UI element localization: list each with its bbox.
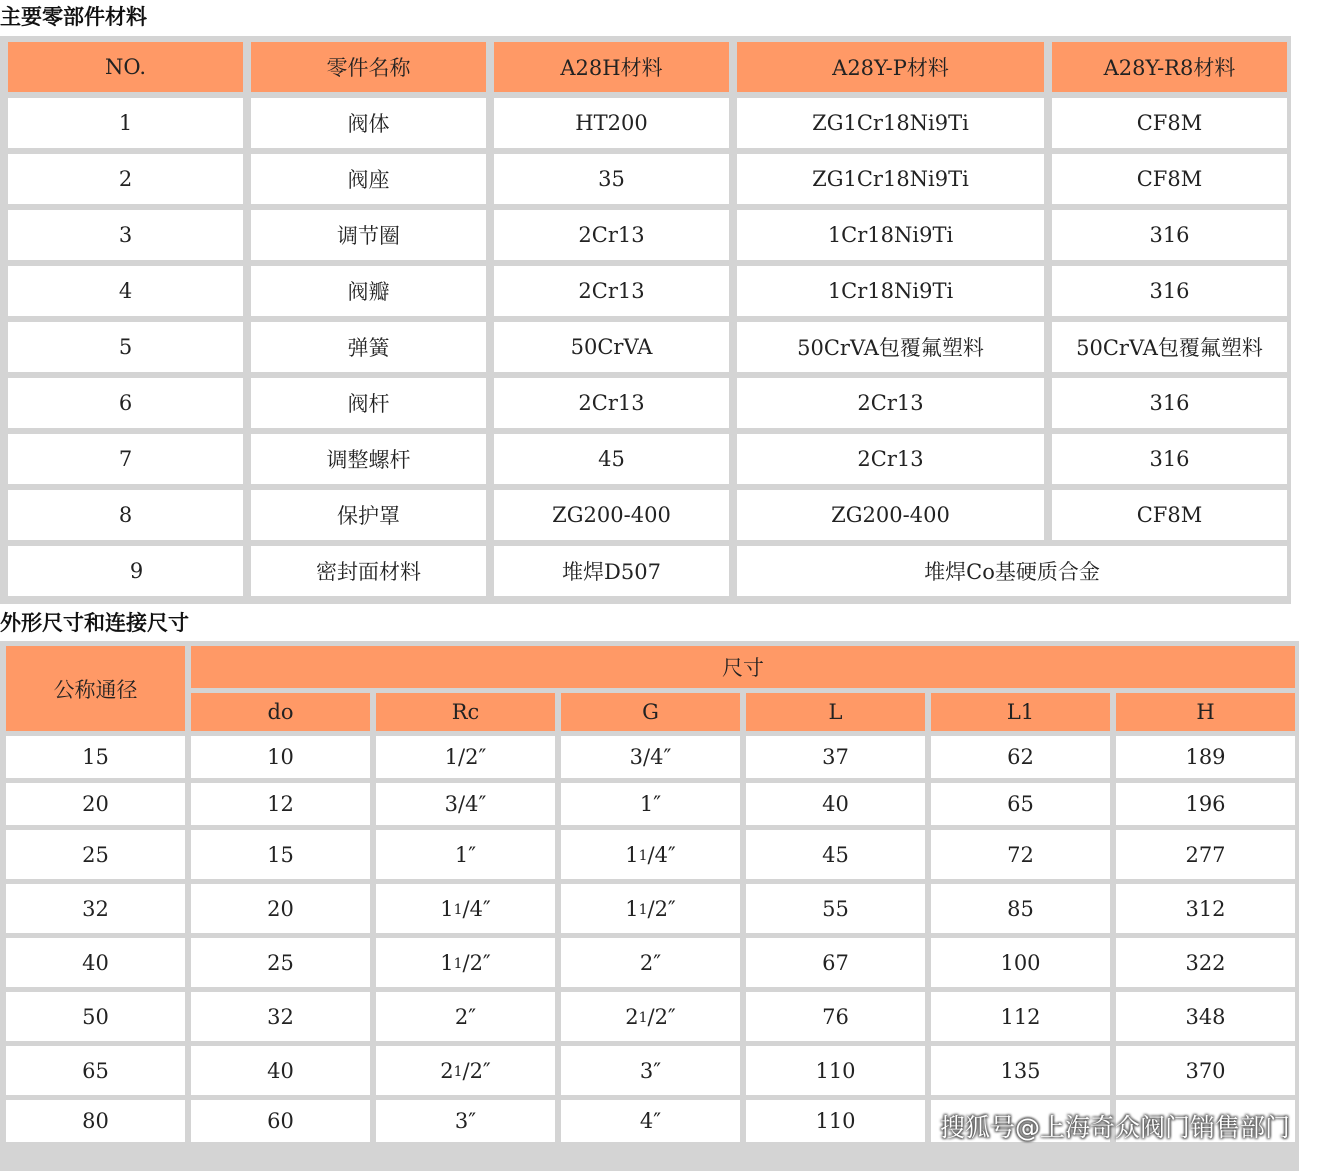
- section-title-materials: 主要零部件材料: [0, 5, 147, 29]
- cell-a28y-r8: 316: [1052, 434, 1287, 484]
- cell-do: 32: [191, 992, 370, 1041]
- fraction-denominator: /2″: [647, 896, 676, 921]
- table-row: [6, 1046, 1295, 1095]
- cell-a28h: 50CrVA: [494, 322, 729, 372]
- cell-a28h: HT200: [494, 98, 729, 148]
- cell-l1: 72: [931, 830, 1110, 879]
- cell-part-name: 调节圈: [251, 210, 486, 260]
- cell-l1: 135: [931, 1046, 1110, 1095]
- cell-dn: 40: [6, 938, 185, 987]
- header-a28h-material: A28H材料: [494, 42, 729, 92]
- cell-g: 3″: [561, 1046, 740, 1095]
- cell-do: 10: [191, 736, 370, 778]
- section-title-dimensions: 外形尺寸和连接尺寸: [0, 611, 189, 635]
- table-row: [8, 210, 1287, 260]
- cell-h: 370: [1116, 1046, 1295, 1095]
- cell-l: 110: [746, 1046, 925, 1095]
- cell-g: 3/4″: [561, 736, 740, 778]
- cell-part-name: 阀体: [251, 98, 486, 148]
- cell-a28h: 2Cr13: [494, 378, 729, 428]
- cell-a28h: 35: [494, 154, 729, 204]
- header-l1: L1: [931, 693, 1110, 731]
- cell-do: 40: [191, 1046, 370, 1095]
- cell-no: 8: [8, 490, 243, 540]
- table-row: [6, 736, 1295, 778]
- cell-a28y-p: ZG200-400: [737, 490, 1044, 540]
- dimensions-table: [0, 641, 1301, 1147]
- cell-merged-material: 堆焊Co基硬质合金: [737, 546, 1287, 596]
- cell-a28y-r8: CF8M: [1052, 98, 1287, 148]
- cell-part-name: 密封面材料: [251, 546, 486, 596]
- cell-l: 40: [746, 783, 925, 825]
- table-row: [8, 490, 1287, 540]
- cell-h: 348: [1116, 992, 1295, 1041]
- header-g: G: [561, 693, 740, 731]
- cell-a28y-r8: 316: [1052, 378, 1287, 428]
- cell-no: 1: [8, 98, 243, 148]
- cell-rc: 1″: [376, 830, 555, 879]
- cell-a28y-p: 1Cr18Ni9Ti: [737, 266, 1044, 316]
- cell-a28h: ZG200-400: [494, 490, 729, 540]
- fraction-numerator: 1: [638, 1009, 648, 1026]
- cell-do: 60: [191, 1100, 370, 1142]
- header-rc: Rc: [376, 693, 555, 731]
- header-a28y-p-material: A28Y-P材料: [737, 42, 1044, 92]
- fraction-numerator: 1: [638, 901, 648, 918]
- cell-g: [561, 992, 740, 1041]
- cell-dn: 32: [6, 884, 185, 933]
- table-row: [6, 884, 1295, 933]
- cell-l1: 112: [931, 992, 1110, 1041]
- table-row: [6, 830, 1295, 879]
- cell-part-name: 阀杆: [251, 378, 486, 428]
- fraction-denominator: /2″: [462, 950, 491, 975]
- table-row: [8, 266, 1287, 316]
- table-header-row: [6, 646, 1295, 688]
- fraction-denominator: /2″: [647, 1004, 676, 1029]
- table-row: [6, 938, 1295, 987]
- cell-rc: 2″: [376, 992, 555, 1041]
- cell-do: 15: [191, 830, 370, 879]
- table-row: [8, 154, 1287, 204]
- fraction-numerator: 1: [453, 955, 463, 972]
- header-no: NO.: [8, 42, 243, 92]
- table-row: [8, 378, 1287, 428]
- cell-h: 312: [1116, 884, 1295, 933]
- cell-g: 4″: [561, 1100, 740, 1142]
- fraction-numerator: 1: [453, 901, 463, 918]
- fraction-denominator: /2″: [462, 1058, 491, 1083]
- cell-a28y-r8: 316: [1052, 266, 1287, 316]
- watermark-text: 搜狐号@上海奇众阀门销售部门: [939, 1113, 1290, 1142]
- cell-dn: 80: [6, 1100, 185, 1142]
- cell-no: 9: [8, 546, 243, 596]
- cell-rc: 3/4″: [376, 783, 555, 825]
- header-part-name: 零件名称: [251, 42, 486, 92]
- cell-do: 20: [191, 884, 370, 933]
- cell-l1: 100: [931, 938, 1110, 987]
- cell-dn: 25: [6, 830, 185, 879]
- fraction-whole: 1: [625, 896, 639, 921]
- cell-l: 67: [746, 938, 925, 987]
- fraction-numerator: 1: [638, 847, 648, 864]
- cell-h: 322: [1116, 938, 1295, 987]
- cell-no: 2: [8, 154, 243, 204]
- cell-part-name: 调整螺杆: [251, 434, 486, 484]
- table-row: [8, 322, 1287, 372]
- header-h: H: [1116, 693, 1295, 731]
- materials-table-container: [0, 36, 1291, 604]
- dimensions-table-container: [0, 641, 1299, 1171]
- fraction-whole: 2: [625, 1004, 639, 1029]
- cell-a28y-r8: 50CrVA包覆氟塑料: [1052, 322, 1287, 372]
- fraction-whole: 1: [625, 842, 639, 867]
- header-dimensions-group: 尺寸: [191, 646, 1295, 688]
- table-row: [8, 546, 1287, 596]
- cell-dn: 20: [6, 783, 185, 825]
- table-subheader-row: [6, 693, 1295, 731]
- cell-no: 3: [8, 210, 243, 260]
- cell-g: [561, 884, 740, 933]
- cell-part-name: 弹簧: [251, 322, 486, 372]
- cell-a28h: 45: [494, 434, 729, 484]
- table-row: [8, 434, 1287, 484]
- table-row: [6, 992, 1295, 1041]
- cell-dn: 15: [6, 736, 185, 778]
- cell-dn: 50: [6, 992, 185, 1041]
- cell-a28h: 2Cr13: [494, 266, 729, 316]
- cell-no: 6: [8, 378, 243, 428]
- cell-l: 76: [746, 992, 925, 1041]
- fraction-whole: 1: [440, 896, 454, 921]
- cell-rc: [376, 1046, 555, 1095]
- cell-l1: 85: [931, 884, 1110, 933]
- fraction-numerator: 1: [453, 1063, 463, 1080]
- header-do: do: [191, 693, 370, 731]
- fraction-denominator: /4″: [462, 896, 491, 921]
- cell-l1: 62: [931, 736, 1110, 778]
- cell-a28h: 堆焊D507: [494, 546, 729, 596]
- cell-a28y-r8: 316: [1052, 210, 1287, 260]
- table-row: [6, 783, 1295, 825]
- cell-dn: 65: [6, 1046, 185, 1095]
- cell-do: 25: [191, 938, 370, 987]
- cell-l: 110: [746, 1100, 925, 1142]
- materials-table: [0, 36, 1295, 602]
- cell-rc: [376, 938, 555, 987]
- fraction-whole: 1: [440, 950, 454, 975]
- cell-part-name: 阀瓣: [251, 266, 486, 316]
- cell-a28y-p: 50CrVA包覆氟塑料: [737, 322, 1044, 372]
- fraction-whole: 2: [440, 1058, 454, 1083]
- cell-a28h: 2Cr13: [494, 210, 729, 260]
- cell-rc: 1/2″: [376, 736, 555, 778]
- cell-rc: 3″: [376, 1100, 555, 1142]
- table-header-row: [8, 42, 1287, 92]
- cell-h: 189: [1116, 736, 1295, 778]
- cell-l: 37: [746, 736, 925, 778]
- cell-l: 55: [746, 884, 925, 933]
- cell-h: 277: [1116, 830, 1295, 879]
- cell-no: 4: [8, 266, 243, 316]
- cell-a28y-p: 1Cr18Ni9Ti: [737, 210, 1044, 260]
- cell-g: [561, 830, 740, 879]
- cell-h: 196: [1116, 783, 1295, 825]
- cell-a28y-p: 2Cr13: [737, 434, 1044, 484]
- cell-g: 2″: [561, 938, 740, 987]
- cell-no: 5: [8, 322, 243, 372]
- cell-l1: 65: [931, 783, 1110, 825]
- cell-part-name: 保护罩: [251, 490, 486, 540]
- cell-g: 1″: [561, 783, 740, 825]
- table-row: [8, 98, 1287, 148]
- cell-rc: [376, 884, 555, 933]
- cell-a28y-p: 2Cr13: [737, 378, 1044, 428]
- cell-a28y-p: ZG1Cr18Ni9Ti: [737, 98, 1044, 148]
- header-nominal-diameter: 公称通径: [6, 646, 185, 731]
- cell-do: 12: [191, 783, 370, 825]
- cell-a28y-p: ZG1Cr18Ni9Ti: [737, 154, 1044, 204]
- cell-a28y-r8: CF8M: [1052, 490, 1287, 540]
- header-l: L: [746, 693, 925, 731]
- cell-l: 45: [746, 830, 925, 879]
- cell-no: 7: [8, 434, 243, 484]
- header-a28y-r8-material: A28Y-R8材料: [1052, 42, 1287, 92]
- cell-part-name: 阀座: [251, 154, 486, 204]
- cell-a28y-r8: CF8M: [1052, 154, 1287, 204]
- fraction-denominator: /4″: [647, 842, 676, 867]
